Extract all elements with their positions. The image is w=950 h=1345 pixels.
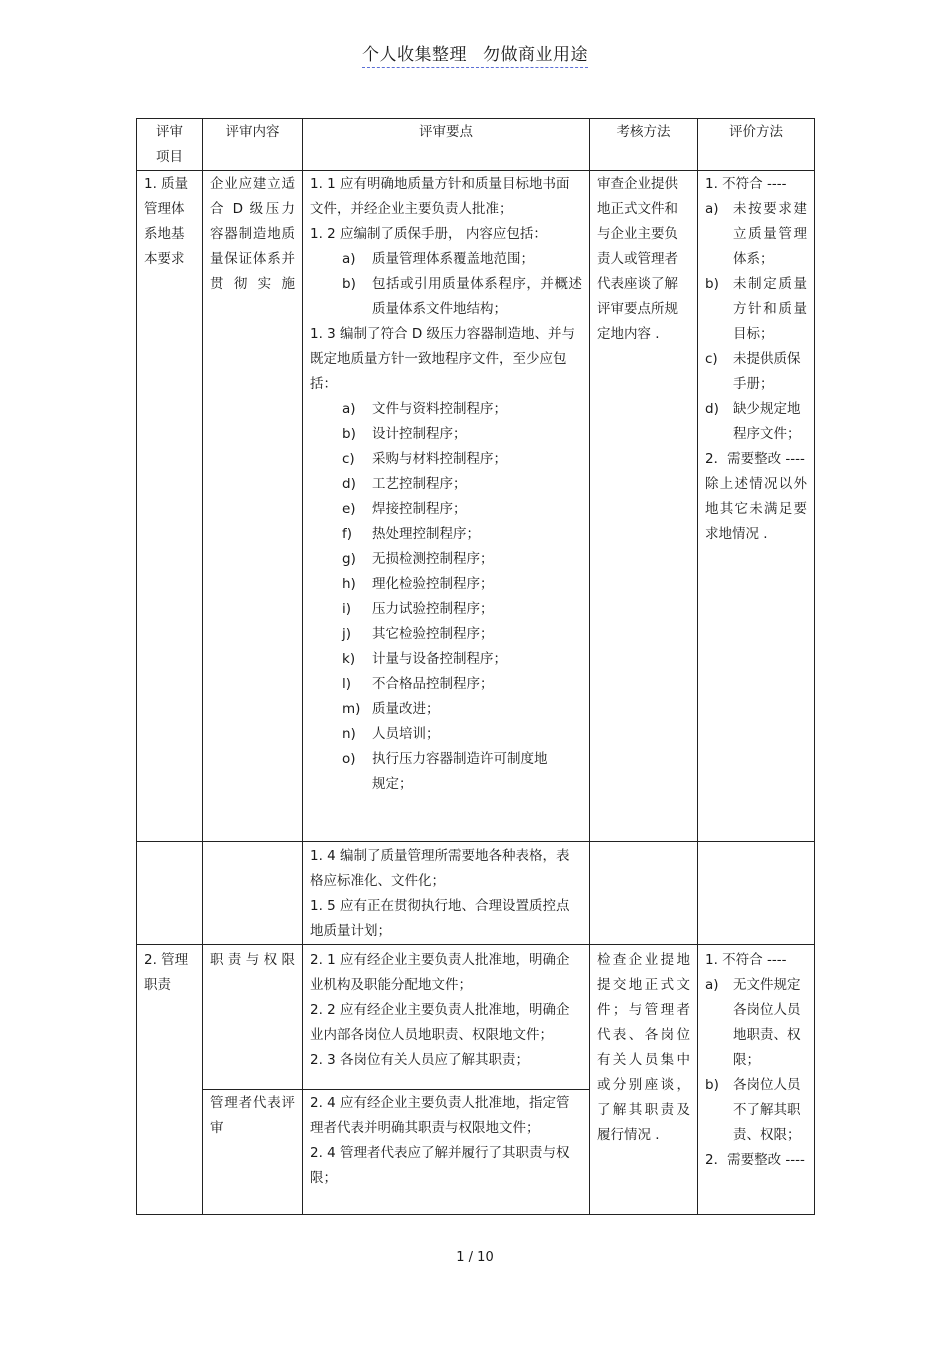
list-item: b) 设计控制程序；	[342, 426, 467, 442]
list-item: j) 其它检验控制程序；	[342, 626, 494, 642]
point-2-4b: 2. 4 管理者代表应了解并履行了其职责与权限；	[310, 1145, 570, 1186]
list-item: h) 理化检验控制程序；	[342, 576, 494, 592]
eval-head: 1. 不符合 ----	[705, 952, 787, 968]
list-item: d) 缺少规定地程序文件；	[705, 401, 801, 442]
eval-two: 2．需要整改 ----	[705, 451, 805, 467]
header-text	[362, 40, 588, 68]
list-item: c) 未提供质保手册；	[705, 351, 801, 392]
page-number: 1 / 10	[456, 1250, 494, 1265]
row1-eval	[698, 171, 815, 842]
eval-tail: 除上述情况以外地其它未满足要求地情况 .	[705, 476, 807, 542]
list-item: f) 热处理控制程序；	[342, 526, 480, 542]
row2-item	[137, 842, 203, 945]
point-2-3: 2. 3 各岗位有关人员应了解其职责；	[310, 1052, 530, 1068]
eval-two: 2．需要整改 ----	[705, 1152, 805, 1168]
list-item: g) 无损检测控制程序；	[342, 551, 494, 567]
list-item: a) 未按要求建立质量管理体系；	[705, 201, 807, 267]
row3-check: 检查企业提地提交地正式文件；与管理者代表、各岗位有关人员集中或分别座谈，了解其职责及履行情况 .	[590, 945, 698, 1215]
list-item: a) 质量管理体系覆盖地范围；	[342, 251, 534, 267]
list-item: c) 采购与材料控制程序；	[342, 451, 507, 467]
row1-points	[303, 171, 590, 842]
page-header	[0, 40, 950, 68]
table-row	[137, 842, 815, 945]
header-points: 评审要点	[303, 119, 590, 171]
list-item: b) 未制定质量方针和质量目标；	[705, 276, 807, 342]
point-1-1: 1. 1 应有明确地质量方针和质量目标地书面文件，并经企业主要负责人批准；	[310, 176, 570, 217]
list-item: i) 压力试验控制程序；	[342, 601, 494, 617]
review-table	[136, 118, 815, 1215]
row3-content-a: 职责与权限	[203, 945, 303, 1090]
header-content: 评审内容	[203, 119, 303, 171]
table-row	[137, 171, 815, 842]
point-1-4: 1. 4 编制了质量管理所需要地各种表格，表格应标准化、文件化；	[310, 848, 570, 889]
point-1-5: 1. 5 应有正在贯彻执行地、合理设置质控点地质量计划；	[310, 898, 570, 939]
point-2-4a: 2. 4 应有经企业主要负责人批准地，指定管理者代表并明确其职责与权限地文件；	[310, 1095, 570, 1136]
row2-check	[590, 842, 698, 945]
list-item: b) 各岗位人员不了解其职责、权限；	[705, 1077, 801, 1143]
point-2-1: 2. 1 应有经企业主要负责人批准地，明确企业机构及职能分配地文件；	[310, 952, 570, 993]
header-right: 勿做商业用途	[483, 45, 588, 65]
list-item: l) 不合格品控制程序；	[342, 676, 494, 692]
list-item: o) 执行压力容器制造许可制度地规定；	[342, 751, 548, 792]
list-item: k) 计量与设备控制程序；	[342, 651, 507, 667]
row3-points-b	[303, 1090, 590, 1215]
point-1-2: 1. 2 应编制了质保手册， 内容应包括：	[310, 226, 547, 242]
list-item: n) 人员培训；	[342, 726, 440, 742]
list-item: m) 质量改进；	[342, 701, 440, 717]
row3-points-a	[303, 945, 590, 1090]
row3-content-b: 管理者代表评审	[203, 1090, 303, 1215]
list-item: a) 无文件规定各岗位人员地职责、权限；	[705, 977, 801, 1068]
header-check: 考核方法	[590, 119, 698, 171]
row2-content	[203, 842, 303, 945]
header-item: 评审项目	[137, 119, 203, 171]
row3-item: 2. 管理职责	[137, 945, 203, 1215]
header-left: 个人收集整理	[362, 45, 467, 65]
point-2-2: 2. 2 应有经企业主要负责人批准地，明确企业内部各岗位人员地职责、权限地文件；	[310, 1002, 570, 1043]
row2-eval	[698, 842, 815, 945]
header-eval: 评价方法	[698, 119, 815, 171]
row1-content: 企业应建立适合 D 级压力容器制造地质量保证体系并贯彻实施	[203, 171, 303, 842]
list-item: b) 包括或引用质量体系程序，并概述质量体系文件地结构；	[342, 276, 582, 317]
row1-item: 1. 质量管理体系地基本要求	[137, 171, 203, 842]
eval-head: 1. 不符合 ----	[705, 176, 787, 192]
row2-points	[303, 842, 590, 945]
table-header-row	[137, 119, 815, 171]
list-item: e) 焊接控制程序；	[342, 501, 467, 517]
point-1-3: 1. 3 编制了符合 D 级压力容器制造地、并与既定地质量方针一致地程序文件，至少应包括：	[310, 326, 576, 392]
list-item: a) 文件与资料控制程序；	[342, 401, 507, 417]
row1-check: 审查企业提供地正式文件和与企业主要负责人或管理者代表座谈了解评审要点所规定地内容 .	[590, 171, 698, 842]
list-item: d) 工艺控制程序；	[342, 476, 467, 492]
row3-eval	[698, 945, 815, 1215]
table-row	[137, 945, 815, 1090]
